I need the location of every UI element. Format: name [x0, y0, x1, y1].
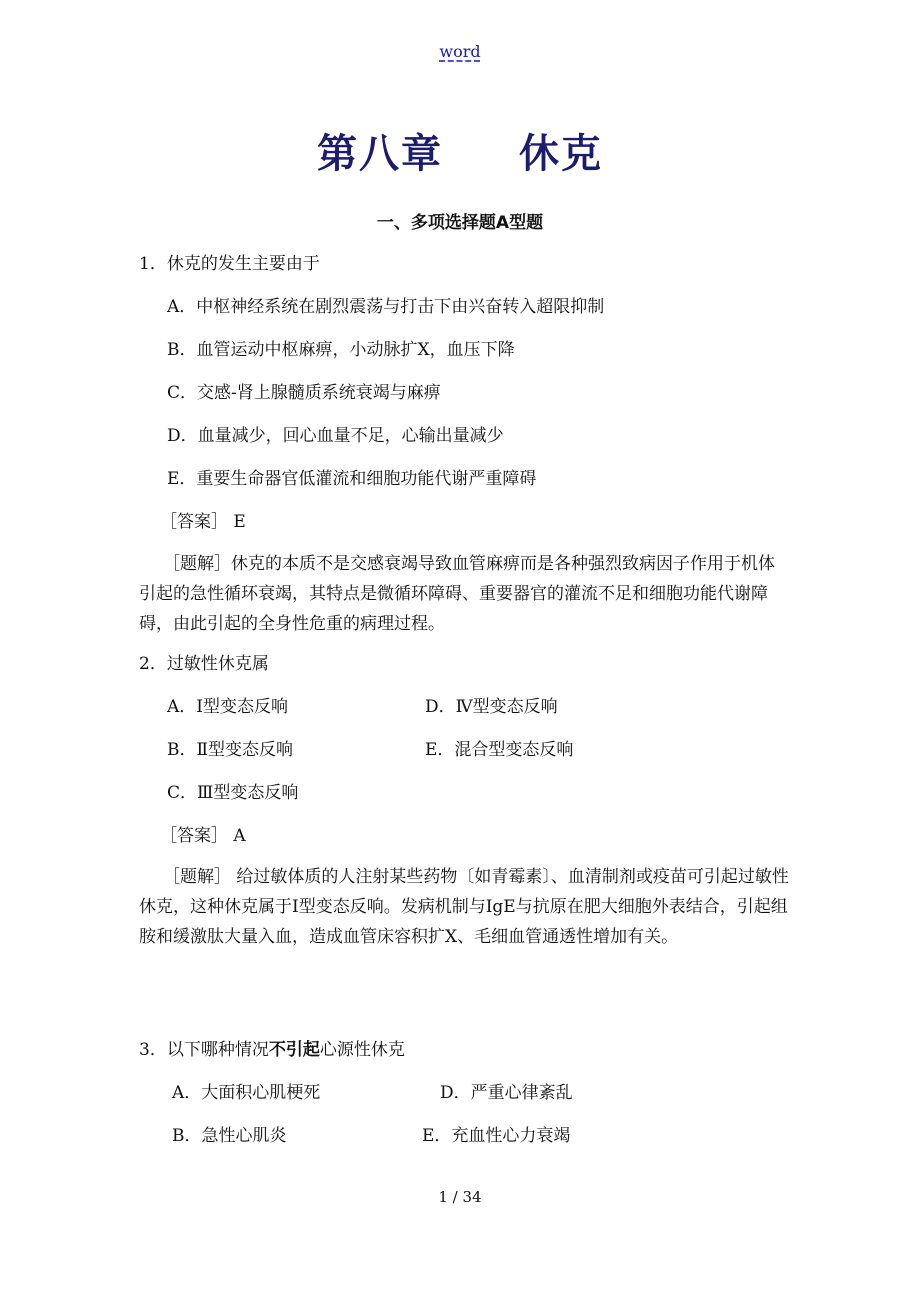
- q3-prefix: 3．以下哪种情况: [139, 1040, 269, 1060]
- q3-option-e: E．充血性心力衰竭: [422, 1126, 571, 1146]
- q2-option-c: C．Ⅲ型变态反响: [167, 783, 299, 803]
- chapter-title: 第八章 休克: [317, 131, 603, 177]
- q2-option-a: A．Ⅰ型变态反响: [167, 697, 288, 717]
- q1-explanation: ［题解］休克的本质不是交感衰竭导致血管麻痹而是各种强烈致病因子作用于机体引起的急性循环衰竭，其特点是微循环障碍、重要器官的灌流不足和细胞功能代谢障碍，由此引起的全身性危重的病理过程。: [139, 554, 775, 634]
- q3-emphasis: 不引起: [268, 1040, 320, 1060]
- q2-option-e: E．混合型变态反响: [425, 740, 574, 760]
- q2-explanation: ［题解］ 给过敏体质的人注射某些药物〔如青霉素〕、血清制剂或疫苗可引起过敏性休克，这种休克属于I型变态反响。发病机制与IgE与抗原在肥大细胞外表结合，引起组胺和缓激肽大量入血，造成血管床容积扩X、毛细血管通透性增加有关。: [139, 867, 789, 947]
- q3-option-b: B．急性心肌炎: [172, 1126, 287, 1146]
- q2-option-b: B．Ⅱ型变态反响: [167, 740, 294, 760]
- q2-option-d: D．Ⅳ型变态反响: [425, 697, 558, 717]
- q3-option-a: A．大面积心肌梗死: [172, 1083, 321, 1103]
- question-3: [139, 1039, 405, 1061]
- q3-option-d: D．严重心律紊乱: [440, 1083, 573, 1103]
- q1-answer: ［答案］ E: [160, 512, 246, 532]
- q1-option-d: D．血量减少，回心血量不足，心输出量减少: [167, 426, 504, 446]
- q3-suffix: 心源性休克: [319, 1040, 405, 1060]
- section-subtitle: 一、多项选择题A型题: [376, 213, 544, 233]
- q2-answer: ［答案］ A: [160, 826, 246, 846]
- q1-option-b: B．血管运动中枢麻痹，小动脉扩X，血压下降: [167, 340, 515, 360]
- page-number: 1 / 34: [438, 1188, 482, 1206]
- question-2: 2．过敏性休克属: [139, 654, 269, 674]
- header-word-link[interactable]: word: [439, 42, 481, 61]
- q1-option-e: E．重要生命器官低灌流和细胞功能代谢严重障碍: [167, 469, 537, 489]
- question-1: 1．休克的发生主要由于: [139, 254, 320, 274]
- q1-option-c: C．交感-肾上腺髓质系统衰竭与麻痹: [167, 383, 441, 403]
- q1-option-a: A．中枢神经系统在剧烈震荡与打击下由兴奋转入超限抑制: [167, 297, 605, 317]
